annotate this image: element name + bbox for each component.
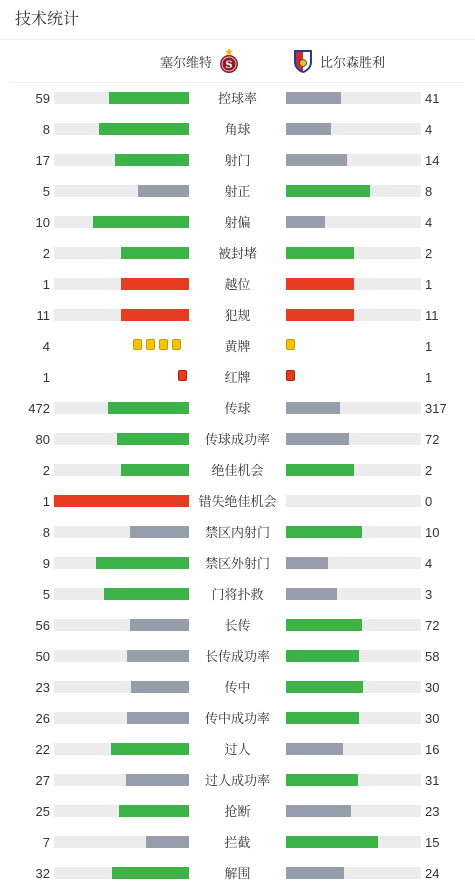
section-title: 技术统计 xyxy=(15,11,80,28)
home-value: 32 xyxy=(35,866,50,881)
stat-label: 射正 xyxy=(224,184,251,199)
away-value: 31 xyxy=(425,773,440,788)
home-team-name: 塞尔维特 xyxy=(159,54,212,70)
home-bar-track xyxy=(54,805,189,817)
stat-label: 解围 xyxy=(224,866,251,881)
home-bar-track xyxy=(54,309,189,321)
home-value: 9 xyxy=(42,556,50,571)
home-bar-track xyxy=(54,836,189,848)
home-bar-track xyxy=(54,588,189,600)
home-bar-track xyxy=(54,495,189,507)
stat-row xyxy=(0,486,475,517)
away-bar-track xyxy=(286,743,421,755)
away-bar xyxy=(286,681,363,693)
home-bar-track xyxy=(54,154,189,166)
home-bar xyxy=(127,650,189,662)
away-bar-track xyxy=(286,433,421,445)
stat-row xyxy=(0,207,475,238)
stat-label: 传球成功率 xyxy=(204,432,270,447)
away-value: 23 xyxy=(425,804,440,819)
home-value: 2 xyxy=(42,246,50,261)
home-bar-track xyxy=(54,123,189,135)
away-bar-track xyxy=(286,619,421,631)
stat-label: 黄牌 xyxy=(224,339,251,354)
away-bar xyxy=(286,123,331,135)
away-team-crest-icon xyxy=(292,48,314,74)
away-value: 4 xyxy=(425,556,433,571)
home-bar-track xyxy=(54,402,189,414)
home-bar xyxy=(130,526,189,538)
away-value: 3 xyxy=(425,587,433,602)
home-cards xyxy=(133,339,181,353)
home-value: 8 xyxy=(42,122,50,137)
home-bar xyxy=(112,867,189,879)
home-value: 472 xyxy=(28,401,50,416)
away-value: 30 xyxy=(425,680,440,695)
away-bar xyxy=(286,619,362,631)
stat-label: 被封堵 xyxy=(217,246,257,261)
away-bar-track xyxy=(286,464,421,476)
home-bar xyxy=(115,154,189,166)
away-value: 15 xyxy=(425,835,440,850)
away-bar-track xyxy=(286,836,421,848)
stat-label: 红牌 xyxy=(224,370,251,385)
home-bar xyxy=(111,743,189,755)
stat-label: 禁区外射门 xyxy=(204,556,270,571)
away-value: 10 xyxy=(425,525,440,540)
away-value: 1 xyxy=(425,370,433,385)
away-bar-track xyxy=(286,402,421,414)
away-cards xyxy=(286,339,295,353)
home-value: 50 xyxy=(35,649,50,664)
red-card-icon xyxy=(286,370,295,381)
home-bar xyxy=(108,402,189,414)
away-bar xyxy=(286,836,378,848)
stats-list xyxy=(0,83,475,889)
home-value: 23 xyxy=(35,680,50,695)
away-bar-track xyxy=(286,185,421,197)
away-bar xyxy=(286,774,358,786)
home-bar xyxy=(121,309,189,321)
away-bar-track xyxy=(286,805,421,817)
home-bar-track xyxy=(54,619,189,631)
home-value: 1 xyxy=(42,370,50,385)
away-bar xyxy=(286,185,370,197)
away-bar-track xyxy=(286,867,421,879)
stat-label: 犯规 xyxy=(224,308,251,323)
away-value: 1 xyxy=(425,277,433,292)
home-value: 1 xyxy=(42,277,50,292)
home-value: 56 xyxy=(35,618,50,633)
home-bar xyxy=(109,92,189,104)
away-bar-track xyxy=(286,123,421,135)
home-bar-track xyxy=(54,712,189,724)
yellow-card-icon xyxy=(133,339,142,350)
away-bar xyxy=(286,247,354,259)
home-value: 8 xyxy=(42,525,50,540)
stat-label: 传中成功率 xyxy=(204,711,270,726)
away-bar-track xyxy=(286,588,421,600)
away-bar xyxy=(286,309,354,321)
home-value: 5 xyxy=(42,587,50,602)
away-bar xyxy=(286,154,347,166)
away-value: 58 xyxy=(425,649,440,664)
away-bar-track xyxy=(286,216,421,228)
home-bar-track xyxy=(54,464,189,476)
stat-label: 越位 xyxy=(224,277,251,292)
stat-row xyxy=(0,517,475,548)
away-bar xyxy=(286,526,362,538)
away-value: 4 xyxy=(425,122,433,137)
home-value: 2 xyxy=(42,463,50,478)
stat-row xyxy=(0,548,475,579)
away-bar-track xyxy=(286,92,421,104)
away-bar-track xyxy=(286,154,421,166)
home-bar xyxy=(121,464,189,476)
stat-label: 过人成功率 xyxy=(204,773,270,788)
home-value: 59 xyxy=(35,91,50,106)
away-value: 317 xyxy=(425,401,447,416)
yellow-card-icon xyxy=(159,339,168,350)
home-bar xyxy=(127,712,189,724)
red-card-icon xyxy=(178,370,187,381)
home-bar xyxy=(99,123,189,135)
stat-row xyxy=(0,858,475,889)
away-bar-track xyxy=(286,526,421,538)
home-value: 10 xyxy=(35,215,50,230)
home-bar-track xyxy=(54,743,189,755)
stat-label: 过人 xyxy=(224,742,251,757)
away-value: 14 xyxy=(425,153,440,168)
home-bar xyxy=(93,216,189,228)
stat-row xyxy=(0,610,475,641)
away-bar-track xyxy=(286,774,421,786)
home-bar-track xyxy=(54,433,189,445)
stat-row xyxy=(0,703,475,734)
stat-row xyxy=(0,176,475,207)
stat-label: 绝佳机会 xyxy=(211,463,264,478)
away-value: 4 xyxy=(425,215,433,230)
away-bar-track xyxy=(286,557,421,569)
away-value: 16 xyxy=(425,742,440,757)
stat-label: 错失绝佳机会 xyxy=(198,494,277,509)
away-bar xyxy=(286,216,325,228)
stat-label: 门将扑救 xyxy=(211,587,264,602)
home-bar xyxy=(104,588,189,600)
home-bar xyxy=(130,619,189,631)
away-bar-track xyxy=(286,247,421,259)
away-bar-track xyxy=(286,681,421,693)
home-bar-track xyxy=(54,867,189,879)
home-value: 5 xyxy=(42,184,50,199)
home-bar-track xyxy=(54,92,189,104)
home-bar-track xyxy=(54,774,189,786)
home-value: 17 xyxy=(35,153,50,168)
stat-row xyxy=(0,827,475,858)
home-bar xyxy=(146,836,189,848)
stat-row xyxy=(0,300,475,331)
home-bar-track xyxy=(54,681,189,693)
away-value: 1 xyxy=(425,339,433,354)
home-bar xyxy=(96,557,189,569)
away-cards xyxy=(286,370,295,384)
away-bar-track xyxy=(286,309,421,321)
stat-row xyxy=(0,331,475,362)
stat-row xyxy=(0,796,475,827)
away-value: 11 xyxy=(425,308,439,323)
yellow-card-icon xyxy=(286,339,295,350)
away-bar xyxy=(286,743,343,755)
home-value: 80 xyxy=(35,432,50,447)
away-bar-track xyxy=(286,650,421,662)
stat-row xyxy=(0,424,475,455)
away-value: 0 xyxy=(425,494,433,509)
away-bar-track xyxy=(286,712,421,724)
stat-row xyxy=(0,238,475,269)
home-bar xyxy=(54,495,189,507)
away-bar xyxy=(286,588,337,600)
home-value: 7 xyxy=(42,835,50,850)
stat-label: 射门 xyxy=(224,153,251,168)
away-bar xyxy=(286,712,359,724)
away-value: 2 xyxy=(425,463,433,478)
away-bar xyxy=(286,867,344,879)
home-bar-track xyxy=(54,650,189,662)
away-team-name: 比尔森胜利 xyxy=(320,54,386,70)
home-value: 25 xyxy=(35,804,50,819)
stat-label: 角球 xyxy=(224,122,251,137)
away-value: 72 xyxy=(425,618,440,633)
home-team[interactable] xyxy=(160,40,240,82)
stat-label: 禁区内射门 xyxy=(204,525,270,540)
svg-text:S: S xyxy=(225,60,233,71)
stat-row xyxy=(0,672,475,703)
yellow-card-icon xyxy=(172,339,181,350)
away-bar xyxy=(286,433,349,445)
stat-label: 传中 xyxy=(224,680,251,695)
stat-row xyxy=(0,145,475,176)
home-bar-track xyxy=(54,247,189,259)
teams-row xyxy=(10,40,465,83)
stat-row xyxy=(0,579,475,610)
stat-label: 拦截 xyxy=(224,835,251,850)
home-value: 1 xyxy=(42,494,50,509)
away-bar xyxy=(286,92,341,104)
stat-label: 控球率 xyxy=(217,91,257,106)
stat-label: 抢断 xyxy=(224,804,251,819)
stat-label: 长传成功率 xyxy=(204,649,270,664)
away-value: 2 xyxy=(425,246,433,261)
away-value: 41 xyxy=(425,91,440,106)
stat-label: 传球 xyxy=(224,401,251,416)
home-bar xyxy=(138,185,189,197)
home-value: 11 xyxy=(36,308,50,323)
away-bar xyxy=(286,557,328,569)
stat-label: 长传 xyxy=(224,618,251,633)
stat-row xyxy=(0,734,475,765)
away-bar-track xyxy=(286,278,421,290)
yellow-card-icon xyxy=(146,339,155,350)
away-bar-track xyxy=(286,495,421,507)
stat-row xyxy=(0,269,475,300)
stat-label: 射偏 xyxy=(224,215,251,230)
stat-row xyxy=(0,83,475,114)
home-value: 27 xyxy=(35,773,50,788)
home-team-crest-icon xyxy=(218,48,240,74)
home-bar xyxy=(131,681,189,693)
section-header xyxy=(0,0,475,40)
home-bar-track xyxy=(54,185,189,197)
stat-row xyxy=(0,362,475,393)
home-bar-track xyxy=(54,278,189,290)
away-bar xyxy=(286,402,340,414)
home-bar xyxy=(119,805,189,817)
home-bar xyxy=(126,774,189,786)
home-bar xyxy=(117,433,189,445)
away-bar xyxy=(286,464,354,476)
stat-row xyxy=(0,455,475,486)
stat-row xyxy=(0,765,475,796)
away-value: 8 xyxy=(425,184,433,199)
home-bar xyxy=(121,278,189,290)
home-value: 4 xyxy=(42,339,50,354)
home-cards xyxy=(178,370,187,384)
away-bar xyxy=(286,650,359,662)
stat-row xyxy=(0,114,475,145)
stat-row xyxy=(0,393,475,424)
home-bar-track xyxy=(54,557,189,569)
home-bar xyxy=(121,247,189,259)
away-bar xyxy=(286,278,354,290)
home-bar-track xyxy=(54,216,189,228)
home-value: 26 xyxy=(35,711,50,726)
away-bar xyxy=(286,805,351,817)
home-bar-track xyxy=(54,526,189,538)
away-value: 30 xyxy=(425,711,440,726)
away-value: 72 xyxy=(425,432,440,447)
away-value: 24 xyxy=(425,866,440,881)
stat-row xyxy=(0,641,475,672)
away-team[interactable] xyxy=(292,40,385,82)
home-value: 22 xyxy=(35,742,50,757)
